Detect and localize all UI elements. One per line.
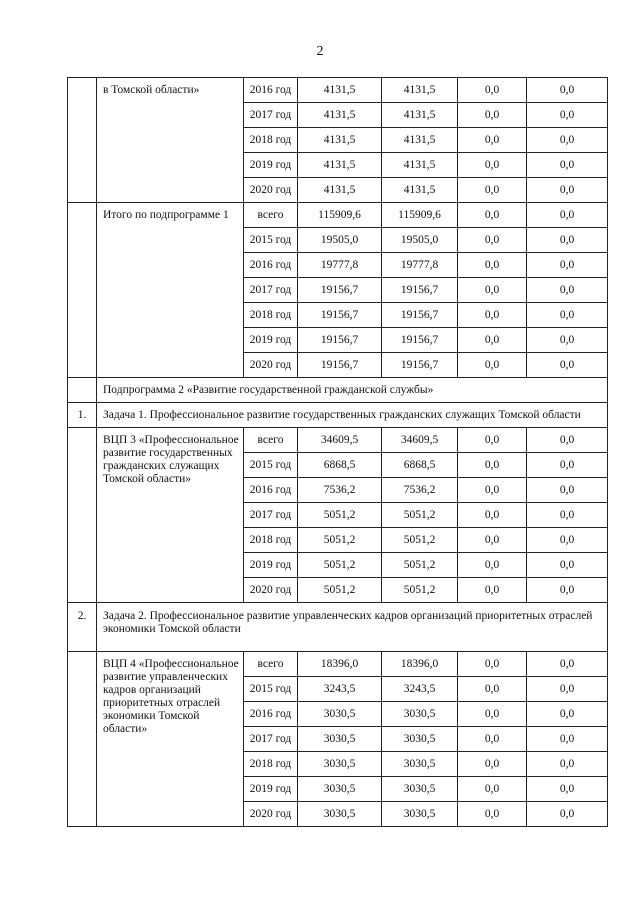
period-cell: 2015 год — [244, 453, 298, 478]
regional-budget-cell: 3030,5 — [382, 727, 458, 752]
table-body — [68, 78, 608, 827]
other-cell: 0,0 — [527, 328, 608, 353]
period-cell: 2017 год — [244, 103, 298, 128]
period-cell: 2019 год — [244, 553, 298, 578]
period-cell: 2018 год — [244, 128, 298, 153]
period-cell: 2020 год — [244, 802, 298, 827]
federal-budget-cell: 0,0 — [458, 752, 527, 777]
period-cell: 2015 год — [244, 228, 298, 253]
federal-budget-cell: 0,0 — [458, 303, 527, 328]
regional-budget-cell: 19156,7 — [382, 353, 458, 378]
total-cell: 5051,2 — [298, 553, 382, 578]
federal-budget-cell: 0,0 — [458, 278, 527, 303]
other-cell: 0,0 — [527, 278, 608, 303]
total-cell: 3030,5 — [298, 727, 382, 752]
other-cell: 0,0 — [527, 228, 608, 253]
total-cell: 3243,5 — [298, 677, 382, 702]
subprogram-title: Подпрограмма 2 «Развитие государственной гражданской службы» — [97, 378, 608, 403]
other-cell: 0,0 — [527, 802, 608, 827]
regional-budget-cell: 6868,5 — [382, 453, 458, 478]
task-number: 1. — [68, 403, 97, 428]
regional-budget-cell: 19156,7 — [382, 303, 458, 328]
subtotal-name-cell: Итого по подпрограмме 1 — [97, 203, 244, 378]
total-cell: 34609,5 — [298, 428, 382, 453]
other-cell: 0,0 — [527, 677, 608, 702]
total-cell: 5051,2 — [298, 528, 382, 553]
total-cell: 4131,5 — [298, 153, 382, 178]
period-cell: 2016 год — [244, 78, 298, 103]
federal-budget-cell: 0,0 — [458, 652, 527, 677]
other-cell: 0,0 — [527, 503, 608, 528]
task-title: Задача 2. Профессиональное развитие управленческих кадров организаций приоритетных отраслей экономики Томской области — [97, 603, 608, 652]
federal-budget-cell: 0,0 — [458, 553, 527, 578]
regional-budget-cell: 3030,5 — [382, 702, 458, 727]
period-cell: 2016 год — [244, 478, 298, 503]
other-cell: 0,0 — [527, 453, 608, 478]
total-cell: 19156,7 — [298, 353, 382, 378]
federal-budget-cell: 0,0 — [458, 128, 527, 153]
total-cell: 3030,5 — [298, 802, 382, 827]
total-cell: 19777,8 — [298, 253, 382, 278]
regional-budget-cell: 3243,5 — [382, 677, 458, 702]
total-cell: 19156,7 — [298, 303, 382, 328]
total-cell: 6868,5 — [298, 453, 382, 478]
federal-budget-cell: 0,0 — [458, 353, 527, 378]
regional-budget-cell: 4131,5 — [382, 178, 458, 203]
other-cell: 0,0 — [527, 128, 608, 153]
table-row — [68, 403, 608, 428]
federal-budget-cell: 0,0 — [458, 78, 527, 103]
total-cell: 18396,0 — [298, 652, 382, 677]
other-cell: 0,0 — [527, 702, 608, 727]
period-cell: 2015 год — [244, 677, 298, 702]
table-row — [68, 652, 608, 677]
federal-budget-cell: 0,0 — [458, 777, 527, 802]
row-number-cell — [68, 652, 97, 827]
regional-budget-cell: 19156,7 — [382, 328, 458, 353]
task-title: Задача 1. Профессиональное развитие государственных гражданских служащих Томской области — [97, 403, 608, 428]
regional-budget-cell: 5051,2 — [382, 503, 458, 528]
row-number-cell — [68, 428, 97, 603]
other-cell: 0,0 — [527, 353, 608, 378]
other-cell: 0,0 — [527, 78, 608, 103]
other-cell: 0,0 — [527, 153, 608, 178]
total-cell: 19156,7 — [298, 328, 382, 353]
federal-budget-cell: 0,0 — [458, 503, 527, 528]
total-cell: 4131,5 — [298, 178, 382, 203]
period-cell: всего — [244, 652, 298, 677]
period-cell: всего — [244, 428, 298, 453]
regional-budget-cell: 3030,5 — [382, 802, 458, 827]
other-cell: 0,0 — [527, 178, 608, 203]
federal-budget-cell: 0,0 — [458, 578, 527, 603]
period-cell: 2018 год — [244, 528, 298, 553]
period-cell: 2019 год — [244, 328, 298, 353]
other-cell: 0,0 — [527, 253, 608, 278]
period-cell: 2016 год — [244, 253, 298, 278]
task-number — [68, 378, 97, 403]
table-row — [68, 78, 608, 103]
regional-budget-cell: 4131,5 — [382, 128, 458, 153]
budget-table — [67, 77, 608, 827]
regional-budget-cell: 19505,0 — [382, 228, 458, 253]
total-cell: 19505,0 — [298, 228, 382, 253]
total-cell: 4131,5 — [298, 103, 382, 128]
other-cell: 0,0 — [527, 752, 608, 777]
table-row — [68, 603, 608, 652]
row-number-cell — [68, 78, 97, 203]
total-cell: 3030,5 — [298, 752, 382, 777]
other-cell: 0,0 — [527, 578, 608, 603]
federal-budget-cell: 0,0 — [458, 702, 527, 727]
regional-budget-cell: 19777,8 — [382, 253, 458, 278]
page-number: 2 — [316, 44, 324, 59]
other-cell: 0,0 — [527, 203, 608, 228]
federal-budget-cell: 0,0 — [458, 727, 527, 752]
federal-budget-cell: 0,0 — [458, 328, 527, 353]
other-cell: 0,0 — [527, 553, 608, 578]
task-number: 2. — [68, 603, 97, 652]
other-cell: 0,0 — [527, 528, 608, 553]
period-cell: 2017 год — [244, 278, 298, 303]
row-number-cell — [68, 203, 97, 378]
other-cell: 0,0 — [527, 777, 608, 802]
table-row — [68, 428, 608, 453]
regional-budget-cell: 7536,2 — [382, 478, 458, 503]
program-name-cell: в Томской области» — [97, 78, 244, 203]
regional-budget-cell: 5051,2 — [382, 578, 458, 603]
program-name-cell: ВЦП 4 «Профессиональное развитие управленческих кадров организаций приоритетных отраслей экономики Томской области» — [97, 652, 244, 827]
regional-budget-cell: 3030,5 — [382, 777, 458, 802]
total-cell: 4131,5 — [298, 128, 382, 153]
regional-budget-cell: 5051,2 — [382, 553, 458, 578]
federal-budget-cell: 0,0 — [458, 103, 527, 128]
period-cell: 2017 год — [244, 503, 298, 528]
regional-budget-cell: 19156,7 — [382, 278, 458, 303]
federal-budget-cell: 0,0 — [458, 478, 527, 503]
other-cell: 0,0 — [527, 103, 608, 128]
period-cell: 2020 год — [244, 178, 298, 203]
regional-budget-cell: 4131,5 — [382, 103, 458, 128]
total-cell: 7536,2 — [298, 478, 382, 503]
federal-budget-cell: 0,0 — [458, 453, 527, 478]
period-cell: 2019 год — [244, 777, 298, 802]
other-cell: 0,0 — [527, 428, 608, 453]
total-cell: 5051,2 — [298, 578, 382, 603]
regional-budget-cell: 4131,5 — [382, 78, 458, 103]
period-cell: 2017 год — [244, 727, 298, 752]
federal-budget-cell: 0,0 — [458, 802, 527, 827]
program-name-cell: ВЦП 3 «Профессиональное развитие государственных гражданских служащих Томской области» — [97, 428, 244, 603]
period-cell: 2018 год — [244, 303, 298, 328]
table-row — [68, 378, 608, 403]
other-cell: 0,0 — [527, 727, 608, 752]
federal-budget-cell: 0,0 — [458, 228, 527, 253]
regional-budget-cell: 34609,5 — [382, 428, 458, 453]
period-cell: 2019 год — [244, 153, 298, 178]
total-cell: 3030,5 — [298, 702, 382, 727]
total-cell: 115909,6 — [298, 203, 382, 228]
table-row — [68, 203, 608, 228]
federal-budget-cell: 0,0 — [458, 253, 527, 278]
period-cell: 2018 год — [244, 752, 298, 777]
regional-budget-cell: 4131,5 — [382, 153, 458, 178]
period-cell: 2020 год — [244, 353, 298, 378]
regional-budget-cell: 18396,0 — [382, 652, 458, 677]
total-cell: 4131,5 — [298, 78, 382, 103]
federal-budget-cell: 0,0 — [458, 203, 527, 228]
federal-budget-cell: 0,0 — [458, 428, 527, 453]
federal-budget-cell: 0,0 — [458, 153, 527, 178]
period-cell: 2016 год — [244, 702, 298, 727]
federal-budget-cell: 0,0 — [458, 178, 527, 203]
total-cell: 19156,7 — [298, 278, 382, 303]
period-cell: всего — [244, 203, 298, 228]
total-cell: 3030,5 — [298, 777, 382, 802]
total-cell: 5051,2 — [298, 503, 382, 528]
federal-budget-cell: 0,0 — [458, 528, 527, 553]
other-cell: 0,0 — [527, 303, 608, 328]
regional-budget-cell: 115909,6 — [382, 203, 458, 228]
period-cell: 2020 год — [244, 578, 298, 603]
other-cell: 0,0 — [527, 478, 608, 503]
other-cell: 0,0 — [527, 652, 608, 677]
federal-budget-cell: 0,0 — [458, 677, 527, 702]
regional-budget-cell: 3030,5 — [382, 752, 458, 777]
regional-budget-cell: 5051,2 — [382, 528, 458, 553]
